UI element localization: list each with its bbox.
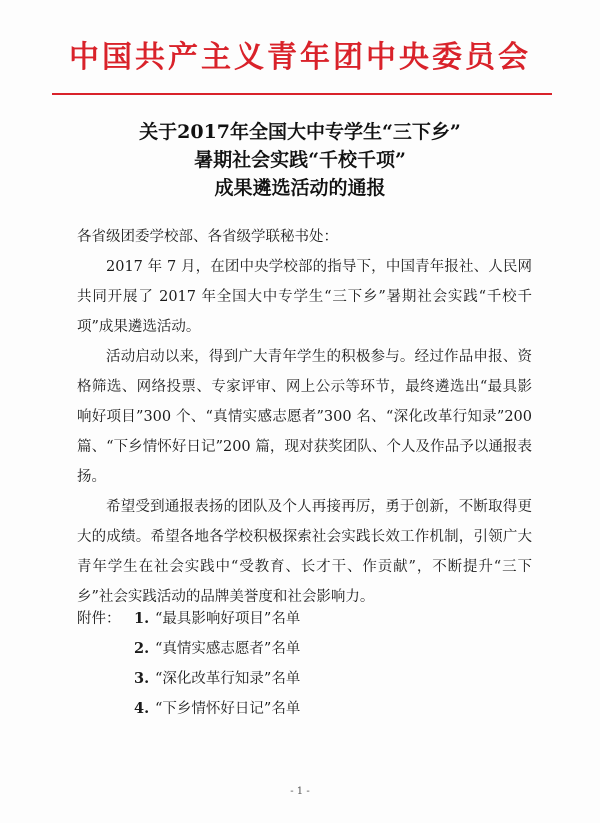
attachment-text: “最具影响好项目”名单 [155, 611, 301, 627]
body-paragraph-3: 希望受到通报表扬的团队及个人再接再厉，勇于创新，不断取得更大的成绩。希望各地各学校积极探索社会实践长效工作机制，引领广大青年学生在社会实践中“受教育、长才干、作贡献”，不断提升“三下乡”社会实践活动的品牌美誉度和社会影响力。 [77, 499, 532, 605]
letterhead-org-name: 中国共产主义青年团中央委员会 [69, 40, 531, 75]
attachment-text: “下乡情怀好日记”名单 [155, 701, 301, 717]
salutation: 各省级团委学校部、各省级学联秘书处： [77, 229, 338, 245]
attachment-number: 3. [134, 670, 150, 687]
document-title [60, 118, 540, 202]
attachment-number: 2. [134, 640, 150, 657]
attachment-number: 1. [134, 610, 150, 627]
title-line-2: 暑期社会实践“千校千项” [194, 149, 406, 171]
attachments-label: 附件： [77, 611, 121, 627]
body-paragraph-1: 2017 年 7 月，在团中央学校部的指导下，中国青年报社、人民网共同开展了 2017 年全国大中专学生“三下乡”暑期社会实践“千校千项”成果遴选活动。 [77, 259, 532, 335]
document-body [77, 222, 532, 612]
attachment-text: “真情实感志愿者”名单 [155, 641, 301, 657]
attachment-number: 4. [134, 700, 150, 717]
body-paragraph-2: 活动启动以来，得到广大青年学生的积极参与。经过作品申报、资格筛选、网络投票、专家评审、网上公示等环节，最终遴选出“最具影响好项目”300 个、“真情实感志愿者”300 名、“深化改革行知录”200 篇、“下乡情怀好日记”200 篇，现对获奖团队、个人及作品予以通报表扬。 [77, 349, 532, 485]
letterhead-red-rule [52, 93, 552, 95]
title-line-1: 关于2017年全国大中专学生“三下乡” [139, 121, 461, 143]
attachment-text: “深化改革行知录”名单 [155, 671, 301, 687]
title-line-3: 成果遴选活动的通报 [214, 177, 386, 199]
page-number: - 1 - [290, 786, 310, 797]
